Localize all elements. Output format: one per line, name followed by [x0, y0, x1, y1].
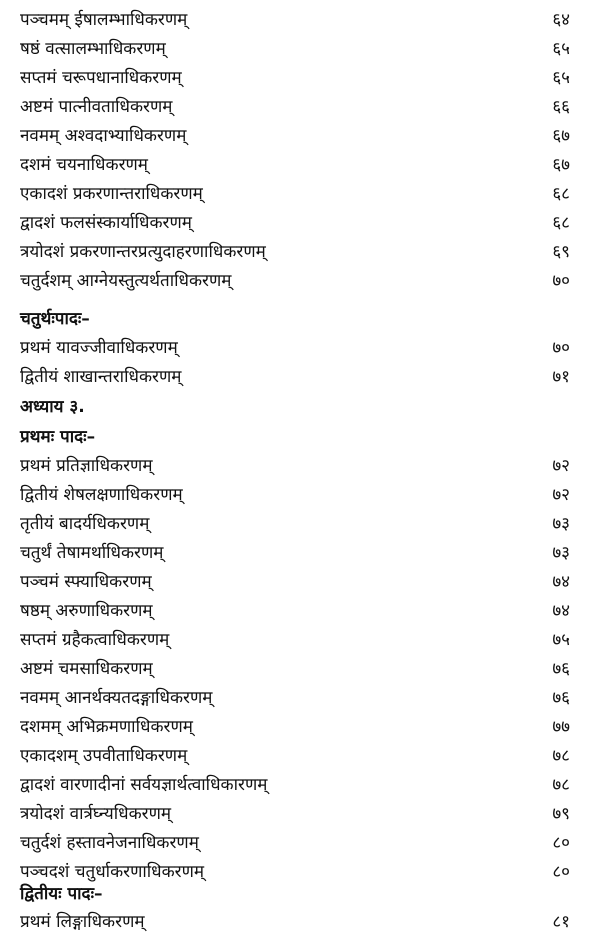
toc-entry — [20, 481, 570, 509]
entry-page-number: ७५ — [552, 630, 570, 650]
toc-entry — [20, 334, 570, 362]
entry-title: नवमम् आनर्थक्यतदङ्गाधिकरणम् — [20, 688, 213, 708]
entry-page-number: ७८ — [552, 775, 570, 795]
toc-entry — [20, 771, 570, 799]
toc-entry — [20, 122, 570, 150]
toc-entry — [20, 597, 570, 625]
entry-page-number: ६६ — [552, 97, 570, 117]
entry-title: प्रथमं प्रतिज्ञाधिकरणम् — [20, 456, 153, 476]
entry-title: चतुर्दशम् आग्नेयस्तुत्यर्थताधिकरणम् — [20, 271, 232, 291]
entry-title: पञ्चदशं चतुर्धाकरणाधिकरणम् — [20, 862, 205, 882]
toc-entry — [20, 655, 570, 683]
entry-page-number: ७८ — [552, 746, 570, 766]
entry-page-number: ६५ — [552, 39, 570, 59]
toc-entry — [20, 742, 570, 770]
entry-title: सप्तमं ग्रहैकत्वाधिकरणम् — [20, 630, 170, 650]
entry-title: अष्टमं चमसाधिकरणम् — [20, 659, 153, 679]
chapter-heading: अध्याय ३. — [20, 397, 85, 417]
entry-page-number: ७३ — [552, 543, 570, 563]
toc-entry — [20, 829, 570, 857]
entry-title: तृतीयं बादर्यधिकरणम् — [20, 514, 150, 534]
entry-page-number: ६५ — [552, 68, 570, 88]
entry-page-number: ६७ — [552, 126, 570, 146]
toc-entry — [20, 267, 570, 295]
toc-entry — [20, 151, 570, 179]
toc-entry — [20, 64, 570, 92]
entry-page-number: ६७ — [552, 155, 570, 175]
entry-title: अष्टमं पात्नीवताधिकरणम् — [20, 97, 173, 117]
toc-entry — [20, 510, 570, 538]
toc-entry — [20, 713, 570, 741]
entry-title: प्रथमं यावज्जीवाधिकरणम् — [20, 338, 178, 358]
section-heading-pada: द्वितीयः पादः– — [20, 884, 103, 904]
entry-page-number: ७४ — [552, 601, 570, 621]
entry-title: एकादशम् उपवीताधिकरणम् — [20, 746, 188, 766]
entry-page-number: ७७ — [552, 717, 570, 737]
entry-title: सप्तमं चरूपधानाधिकरणम् — [20, 68, 182, 88]
entry-page-number: ८० — [552, 833, 570, 853]
entry-page-number: ६४ — [552, 10, 570, 30]
entry-title: द्वितीयं शाखान्तराधिकरणम् — [20, 367, 182, 387]
entry-title: प्रथमं लिङ्गाधिकरणम् — [20, 912, 145, 932]
section-heading-pada: चतुर्थःपादः– — [20, 309, 90, 329]
entry-page-number: ७६ — [552, 688, 570, 708]
entry-title: चतुर्दशं हस्तावनेजनाधिकरणम् — [20, 833, 199, 853]
entry-title: षष्ठं वत्सालम्भाधिकरणम् — [20, 39, 166, 59]
entry-page-number: ७० — [552, 338, 570, 358]
entry-title: द्वादशं फलसंस्कार्याधिकरणम् — [20, 213, 192, 233]
entry-page-number: ७९ — [552, 804, 570, 824]
entry-title: द्वितीयं शेषलक्षणाधिकरणम् — [20, 485, 183, 505]
entry-title: दशमं चयनाधिकरणम् — [20, 155, 148, 175]
entry-title: त्रयोदशं प्रकरणान्तरप्रत्युदाहरणाधिकरणम् — [20, 242, 266, 262]
entry-title: षष्ठम् अरुणाधिकरणम् — [20, 601, 153, 621]
entry-title: नवमम् अश्वदाभ्याधिकरणम् — [20, 126, 187, 146]
entry-page-number: ७६ — [552, 659, 570, 679]
toc-entry — [20, 684, 570, 712]
entry-title: त्रयोदशं वार्त्रघ्न्यधिकरणम् — [20, 804, 172, 824]
toc-entry — [20, 908, 570, 936]
entry-title: एकादशं प्रकरणान्तराधिकरणम् — [20, 184, 203, 204]
entry-page-number: ८० — [552, 862, 570, 882]
entry-page-number: ६८ — [552, 184, 570, 204]
toc-entry — [20, 238, 570, 266]
entry-title: दशमम् अभिक्रमणाधिकरणम् — [20, 717, 193, 737]
section-heading-pada: प्रथमः पादः– — [20, 427, 96, 447]
entry-page-number: ८१ — [552, 912, 570, 932]
toc-entry — [20, 6, 570, 34]
entry-title: पञ्चमम् ईषालम्भाधिकरणम् — [20, 10, 188, 30]
entry-page-number: ७१ — [552, 367, 570, 387]
entry-page-number: ६९ — [552, 242, 570, 262]
entry-page-number: ७३ — [552, 514, 570, 534]
toc-entry — [20, 800, 570, 828]
entry-page-number: ७४ — [552, 572, 570, 592]
entry-title: पञ्चमं स्फ्याधिकरणम् — [20, 572, 152, 592]
entry-page-number: ७२ — [552, 485, 570, 505]
toc-entry — [20, 93, 570, 121]
toc-entry — [20, 35, 570, 63]
toc-entry — [20, 539, 570, 567]
toc-entry — [20, 626, 570, 654]
toc-entry — [20, 568, 570, 596]
entry-title: द्वादशं वारणादीनां सर्वयज्ञार्थत्वाधिकारणम् — [20, 775, 268, 795]
entry-page-number: ७० — [552, 271, 570, 291]
entry-title: चतुर्थं तेषामर्थाधिकरणम् — [20, 543, 164, 563]
toc-entry — [20, 363, 570, 391]
toc-entry — [20, 209, 570, 237]
toc-entry — [20, 180, 570, 208]
entry-page-number: ६८ — [552, 213, 570, 233]
toc-entry — [20, 452, 570, 480]
entry-page-number: ७२ — [552, 456, 570, 476]
